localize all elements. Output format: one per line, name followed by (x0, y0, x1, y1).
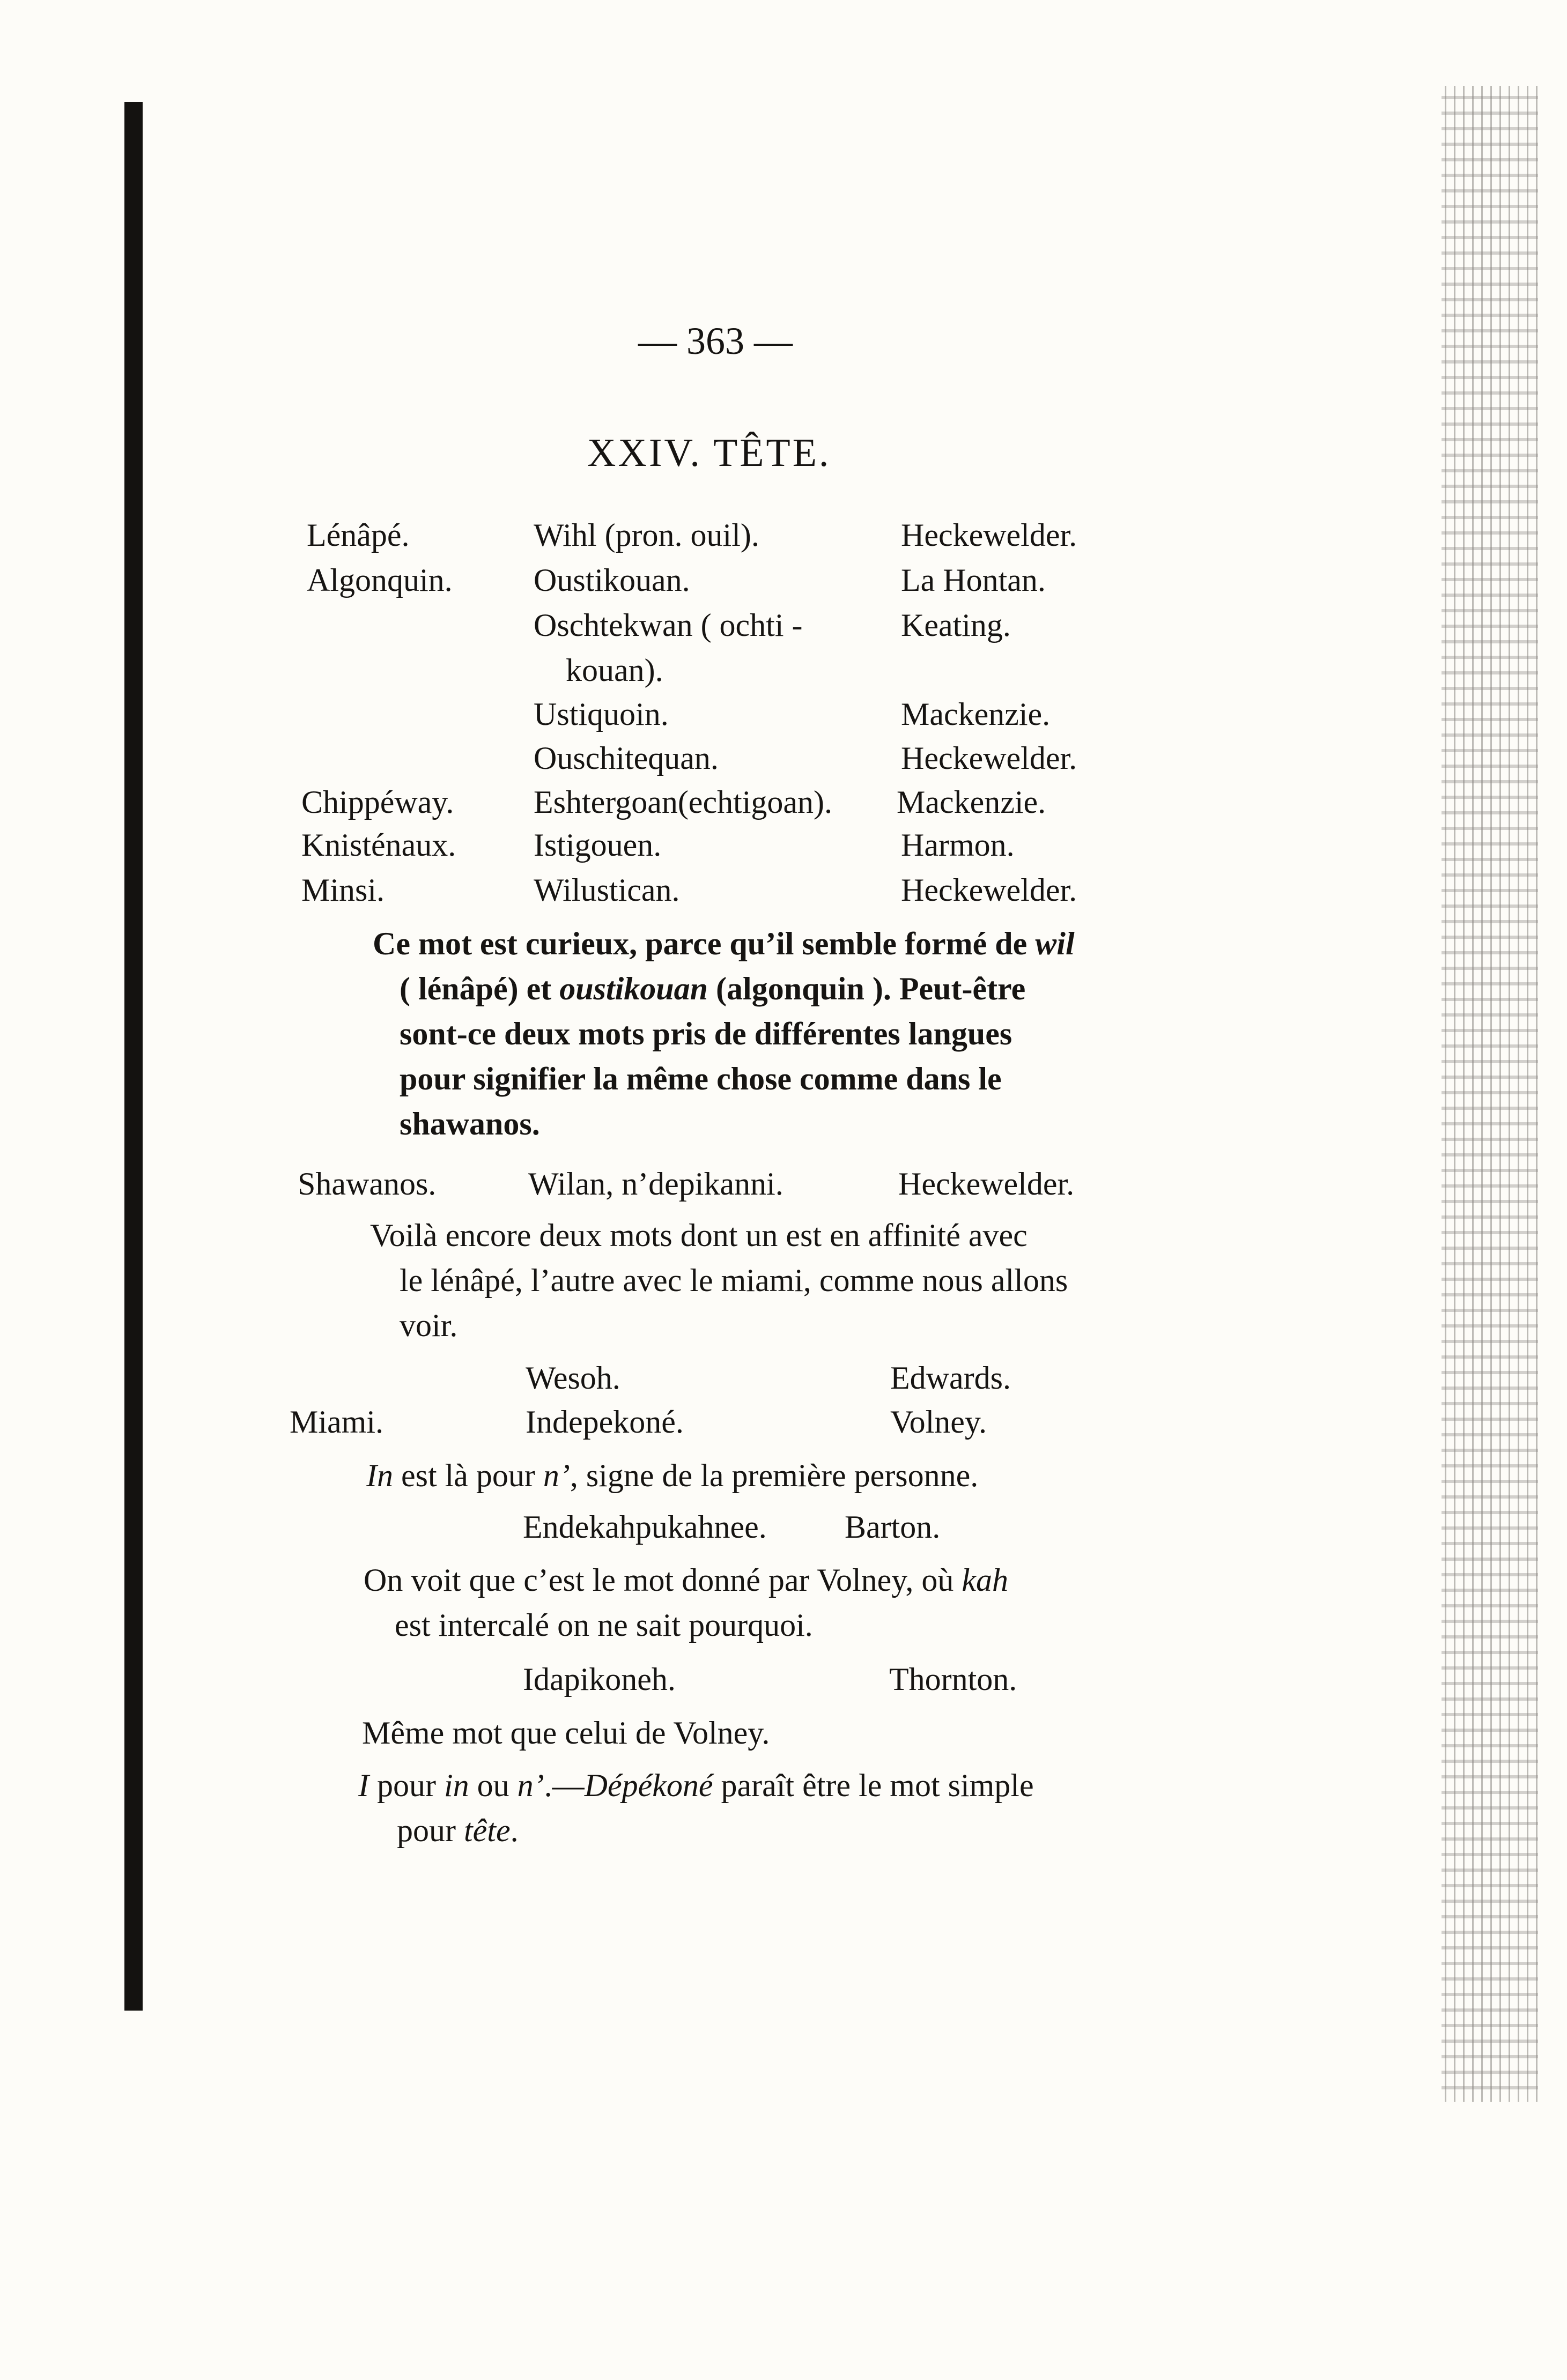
word-entry: Istigouen. (534, 827, 662, 863)
word-entry: Eshtergoan(echtigoan). (534, 784, 833, 820)
source-label: Thornton. (889, 1662, 1017, 1697)
source-label: Keating. (901, 607, 1011, 643)
language-label: Miami. (290, 1404, 383, 1440)
text-run: , signe de la première personne. (570, 1458, 979, 1493)
language-label: Minsi. (301, 872, 385, 908)
text-run: pour (397, 1813, 464, 1848)
word-entry: Oschtekwan ( ochti - (534, 607, 803, 643)
source-label: Volney. (890, 1404, 987, 1440)
text-run: Ce mot est curieux, parce qu’il semble formé de (373, 926, 1036, 961)
word-entry: Wilustican. (534, 872, 680, 908)
word-entry: Wesoh. (526, 1360, 620, 1396)
word-entry: Indepekoné. (526, 1404, 684, 1440)
text-run: .— (544, 1768, 585, 1803)
source-label: Mackenzie. (897, 784, 1046, 820)
page-edge-shadow (1442, 86, 1538, 2102)
language-label: Lénâpé. (307, 517, 410, 553)
text-run: . (510, 1813, 519, 1848)
page-number: — 363 — (638, 320, 793, 362)
italic-word: in (444, 1768, 469, 1803)
text-line: le lénâpé, l’autre avec le miami, comme nous allons (400, 1263, 1068, 1298)
language-label: Knisténaux. (301, 827, 456, 863)
commentary-paragraph (364, 1558, 1152, 1648)
word-entry: Wilan, n’depikanni. (528, 1166, 784, 1202)
language-label: Shawanos. (298, 1166, 437, 1202)
text-line: voir. (400, 1308, 458, 1343)
source-label: Barton. (845, 1509, 941, 1545)
word-entry: Idapikoneh. (523, 1662, 676, 1697)
italic-word: kah (962, 1562, 1009, 1598)
text-line: Voilà encore deux mots dont un est en affinité avec (370, 1218, 1028, 1253)
text-run: pour (368, 1768, 444, 1803)
italic-word: oustikouan (559, 971, 708, 1006)
section-title: XXIV. TÊTE. (587, 431, 831, 475)
italic-word: In (366, 1458, 393, 1493)
italic-word: n’ (517, 1768, 544, 1803)
source-label: Heckewelder. (898, 1166, 1075, 1202)
italic-word: I (358, 1768, 369, 1803)
source-label: Mackenzie. (901, 696, 1051, 732)
text-line: shawanos. (400, 1106, 540, 1141)
word-entry: Endekahpukahnee. (523, 1509, 767, 1545)
text-line: pour signifier la même chose comme dans le (400, 1061, 1002, 1096)
source-label: La Hontan. (901, 562, 1046, 598)
word-entry-continuation: kouan). (566, 653, 663, 688)
word-entry: Oustikouan. (534, 562, 690, 598)
text-run: est là pour (393, 1458, 543, 1493)
source-label: Edwards. (890, 1360, 1011, 1396)
text-run: paraît être le mot simple (713, 1768, 1034, 1803)
source-label: Heckewelder. (901, 517, 1077, 553)
binding-edge (124, 102, 143, 2011)
text-run: ou (469, 1768, 518, 1803)
source-label: Heckewelder. (901, 740, 1077, 776)
language-label: Algonquin. (307, 562, 453, 598)
text-line: sont-ce deux mots pris de différentes langues (400, 1016, 1012, 1051)
word-entry: Wihl (pron. ouil). (534, 517, 759, 553)
text-run: ( lénâpé) et (400, 971, 560, 1006)
commentary-paragraph (370, 1213, 1153, 1348)
text-run: On voit que c’est le mot donné par Volney, où (364, 1562, 962, 1598)
word-entry: Ustiquoin. (534, 696, 669, 732)
text-line: est intercalé on ne sait pourquoi. (395, 1607, 813, 1643)
language-label: Chippéway. (301, 784, 454, 820)
commentary-paragraph (373, 921, 1150, 1146)
italic-word: n’ (543, 1458, 570, 1493)
word-entry: Ouschitequan. (534, 740, 719, 776)
italic-word: wil (1035, 926, 1075, 961)
commentary-line (366, 1459, 978, 1492)
text-run: (algonquin ). Peut-être (708, 971, 1026, 1006)
italic-word: tête (463, 1813, 511, 1848)
italic-word: Dépékoné (584, 1768, 713, 1803)
source-label: Harmon. (901, 827, 1015, 863)
commentary-paragraph (358, 1763, 1152, 1853)
commentary-line: Même mot que celui de Volney. (362, 1715, 770, 1751)
source-label: Heckewelder. (901, 872, 1077, 908)
